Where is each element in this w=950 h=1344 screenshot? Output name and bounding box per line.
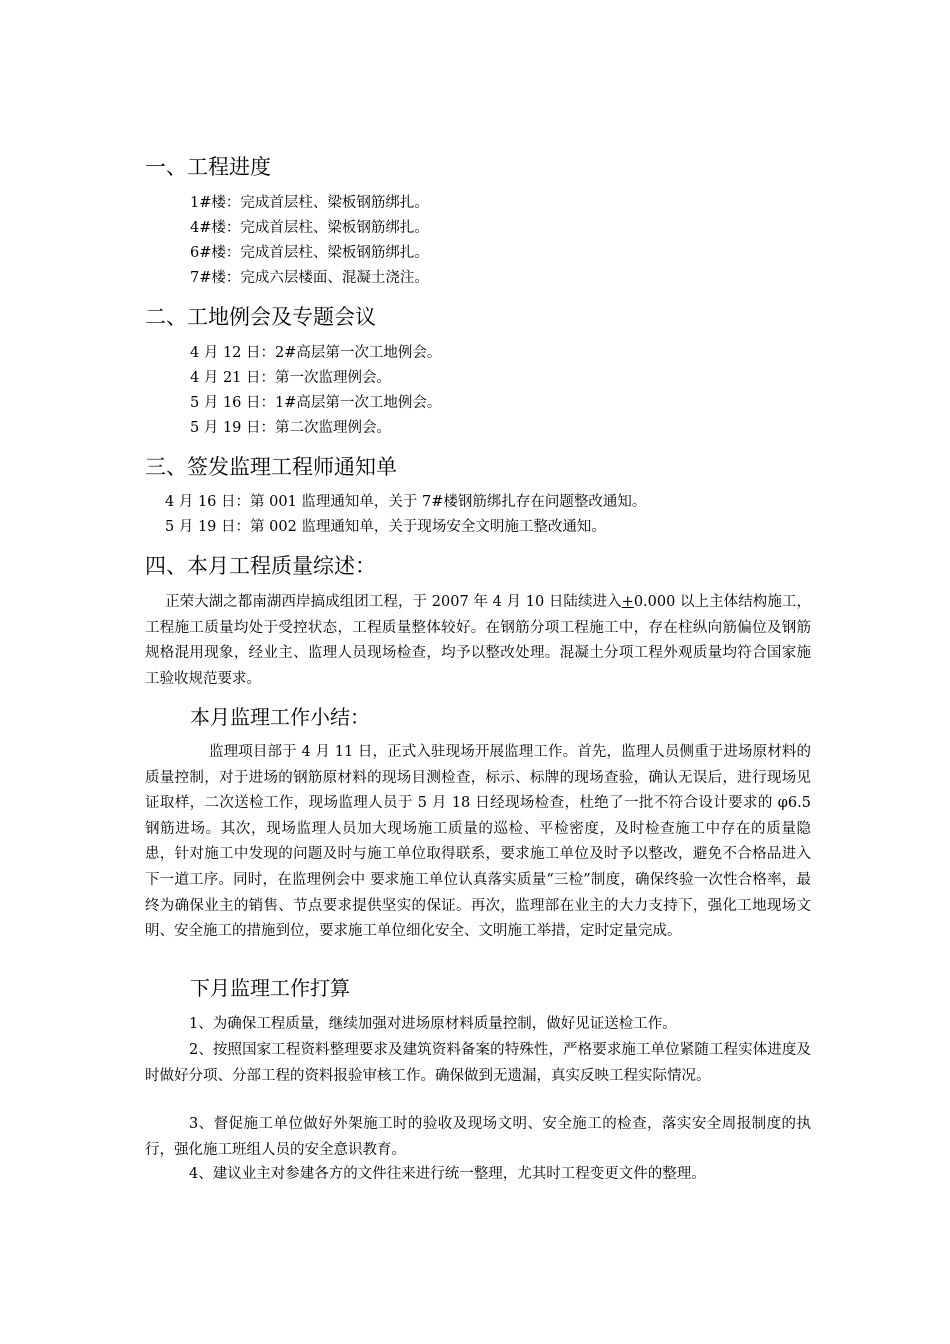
quality-text-2: 0.000 以上主体结构施工，工程施工质量均处于受控状态，工程质量整体较好。在钢筋分项工程施工中，存在柱纵向筋偏位及钢筋规格混用现象，经业主、监理人员现场检查，均予以整改处理。混凝土分项工程外观质量均符合国家施工验收规范要求。: [145, 594, 811, 687]
plus-minus-sign: +: [621, 594, 634, 610]
plan-item-2: 2、按照国家工程资料整理要求及建筑资料备案的特殊性，严格要求施工单位紧随工程实体进度及时做好分项、分部工程的资料报验审核工作。确保做到无遗漏，真实反映工程实际情况。: [145, 1042, 811, 1084]
plan-item-4: 4、建议业主对参建各方的文件往来进行统一整理，尤其时工程变更文件的整理。: [189, 1166, 706, 1182]
section-4-heading: 四、本月工程质量综述：: [145, 554, 376, 578]
section-3-heading: 三、签发监理工程师通知单: [145, 455, 397, 479]
section-2-heading: 二、工地例会及专题会议: [145, 305, 376, 329]
work-summary-paragraph: 监理项目部于 4 月 11 日，正式入驻现场开展监理工作。首先，监理人员侧重于进场原材料的质量控制，对于进场的钢筋原材料的现场目测检查，标示、标牌的现场查验，确认无误后，进行现场见证取样，二次送检工作，现场监理人员于 5 月 18 日经现场检查，杜绝了一批不符合设计要求的 φ6.5 钢筋进场。其次，现场监理人员加大现场施工质量的巡检、平检密度，及时检查施工中存在的质量隐患，针对施工中发现的问题及时与施工单位取得联系，要求施工单位及时予以整改，避免不合格品进入下一道工序。同时，在监理例会中 要求施工单位认真落实质量“三检”制度，确保终验一次性合格率，最终为确保业主的销售、节点要求提供坚实的保证。再次，监理部在业主的大力支持下，强化工地现场文明、安全施工的措施到位，要求施工单位细化安全、文明施工举措，定时定量完成。: [145, 744, 811, 940]
meeting-item-1: 4 月 12 日：2#高层第一次工地例会。: [190, 345, 442, 361]
progress-item-4: 7#楼：完成六层楼面、混凝土浇注。: [190, 270, 429, 286]
section-1-heading: 一、工程进度: [145, 155, 271, 179]
section-5-heading: 本月监理工作小结：: [190, 705, 370, 729]
plan-item-1: 1、为确保工程质量，继续加强对进场原材料质量控制，做好见证送检工作。: [189, 1016, 677, 1032]
progress-item-3: 6#楼：完成首层柱、梁板钢筋绑扎。: [190, 245, 429, 261]
notice-item-2: 5 月 19 日：第 002 监理通知单，关于现场安全文明施工整改通知。: [165, 519, 606, 535]
meeting-item-3: 5 月 16 日：1#高层第一次工地例会。: [190, 395, 442, 411]
meeting-item-2: 4 月 21 日：第一次监理例会。: [190, 370, 392, 386]
quality-text-1: 正荣大湖之都南湖西岸搞成组团工程，于 2007 年 4 月 10 日陆续进入: [165, 594, 622, 610]
quality-summary-paragraph: [145, 590, 811, 692]
section-6-heading: 下月监理工作打算: [190, 976, 350, 1000]
notice-item-1: 4 月 16 日：第 001 监理通知单，关于 7#楼钢筋绑扎存在问题整改通知。: [165, 494, 647, 510]
plan-item-3: 3、督促施工单位做好外架施工时的验收及现场文明、安全施工的检查，落实安全周报制度的执行，强化施工班组人员的安全意识教育。: [145, 1116, 811, 1158]
progress-item-1: 1#楼：完成首层柱、梁板钢筋绑扎。: [190, 195, 429, 211]
meeting-item-4: 5 月 19 日：第二次监理例会。: [190, 420, 392, 436]
progress-item-2: 4#楼：完成首层柱、梁板钢筋绑扎。: [190, 220, 429, 236]
